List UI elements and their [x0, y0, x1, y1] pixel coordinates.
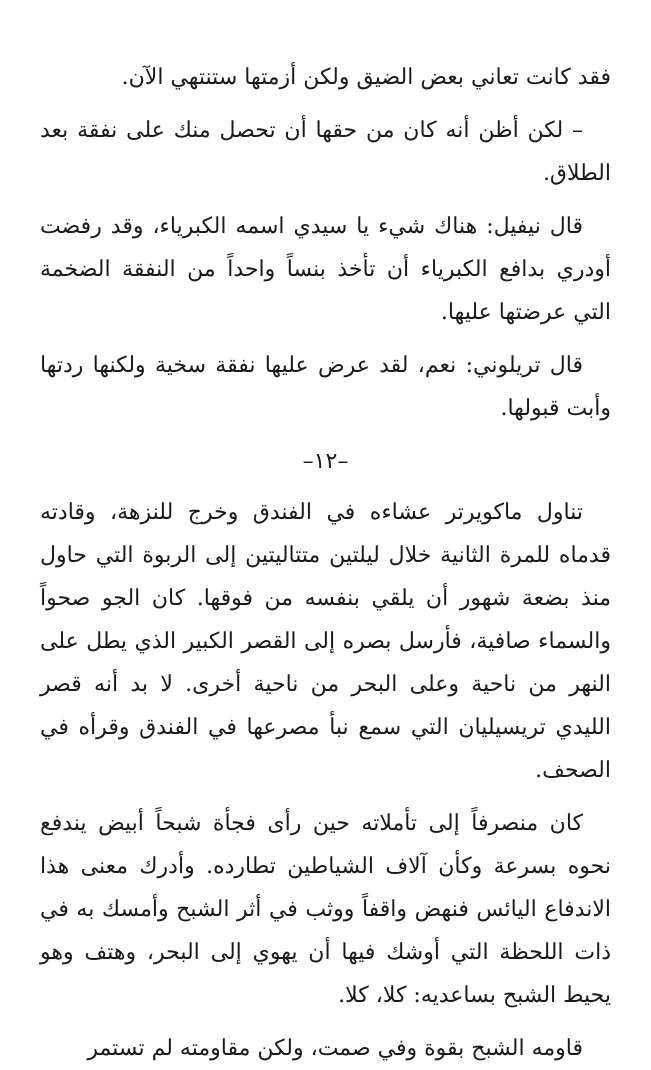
paragraph-ghost: كان منصرفاً إلى تأملاته حين رأى فجأة شبحاً أبيض يندفع نحوه بسرعة وكأن آلاف الشياطين تطارده. وأدرك معنى هذا الاندفاع اليائس فنهض واقفاً ووثب في أثر الشبح وأمسك به في ذات اللحظة التي أوشك فيها أن يهوي إلى البحر، وهتف وهو يحيط الشبح بساعديه: كلا، كلا.	[40, 811, 611, 1008]
paragraph-continuation: فقد كانت تعاني بعض الضيق ولكن أزمتها ستنتهي الآن.	[121, 65, 611, 90]
paragraph-struggle: قاومه الشبح بقوة وفي صمت، ولكن مقاومته لم تستمر	[87, 1036, 583, 1061]
paragraph-dialogue: – لكن أظن أنه كان من حقها أن تحصل منك على نفقة بعد الطلاق.	[40, 118, 611, 186]
paragraph-neville: قال نيفيل: هناك شيء يا سيدي اسمه الكبرياء، وقد رفضت أودري بدافع الكبرياء أن تأخذ بنساً واحداً من النفقة الضخمة التي عرضتها عليها.	[40, 214, 611, 325]
paragraph-trelawny: قال تريلوني: نعم، لقد عرض عليها نفقة سخية ولكنها ردتها وأبت قبولها.	[40, 353, 611, 421]
section-marker: –١٢–	[302, 449, 349, 474]
paragraph-macwhirter: تناول ماكويرتر عشاءه في الفندق وخرج للنزهة، وقادته قدماه للمرة الثانية خلال ليلتين متتاليتين إلى الربوة التي حاول منذ بضعة شهور أن يلقي بنفسه من فوقها. كان الجو صحواً والسماء صافية، فأرسل بصره إلى القصر الكبير الذي يطل على النهر من ناحية وعلى البحر من ناحية أخرى. لا بد أنه قصر الليدي تريسيليان التي سمع نبأ مصرعها في الفندق وقرأه في الصحف.	[40, 500, 611, 783]
